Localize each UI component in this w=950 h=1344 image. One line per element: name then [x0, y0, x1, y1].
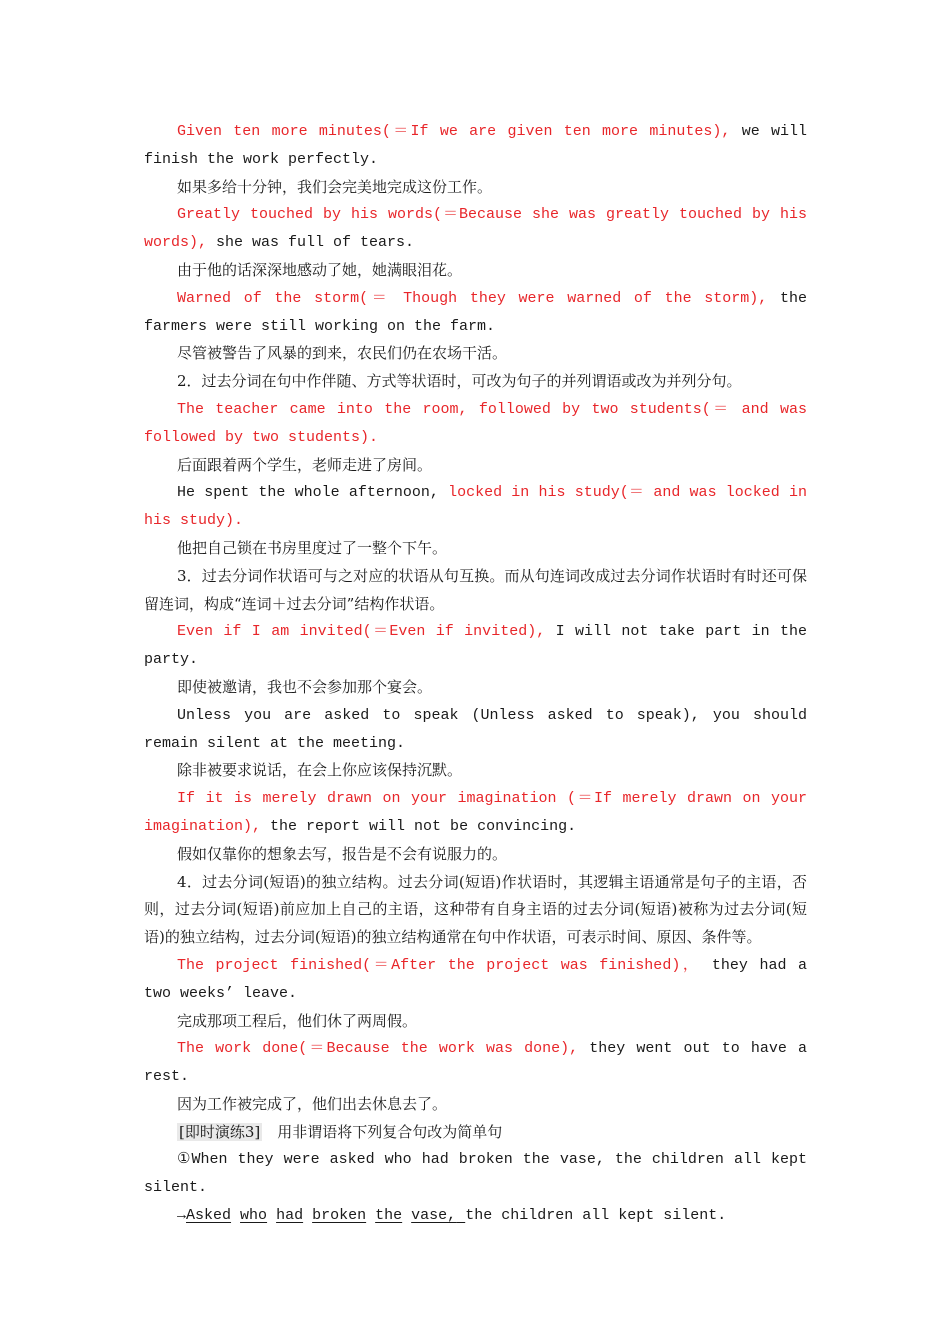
example-even-if [144, 618, 807, 674]
rule-3: 3．过去分词作状语可与之对应的状语从句互换。而从句连词改成过去分词作状语时有时还可保留连词，构成“连词＋过去分词”结构作状语。 [144, 566, 807, 613]
example-rest: they had a two weeks’ leave. [144, 956, 807, 1002]
example-rest: we will finish the work perfectly. [144, 123, 808, 168]
answer-space [231, 1207, 240, 1224]
arrow-icon: → [177, 1207, 187, 1225]
answer-word: broken [312, 1207, 367, 1225]
example-work-done [144, 1035, 807, 1091]
example-greatly [144, 201, 807, 257]
answer-space [303, 1207, 312, 1224]
translation: 完成那项工程后，他们休了两周假。 [177, 1011, 418, 1030]
red-example: Even if I am invited(＝Even if invited), [177, 623, 546, 641]
answer-word: Asked [186, 1207, 232, 1225]
example-teacher [144, 396, 807, 452]
translation: 除非被要求说话，在会上你应该保持沉默。 [177, 761, 463, 780]
example-rest: they went out to have a rest. [144, 1040, 807, 1086]
red-example: Given ten more minutes(＝If we are given ten more minutes), [177, 123, 731, 140]
translation: 他把自己锁在书房里度过了一整个下午。 [177, 538, 448, 557]
practice-heading [144, 1119, 807, 1147]
red-example: The teacher came into the room, followed by two students(＝ and was followed by two students). [144, 400, 807, 446]
translation: 尽管被警告了风暴的到来，农民们仍在农场干活。 [177, 344, 508, 363]
rule-4: 4．过去分词(短语)的独立结构。过去分词(短语)作状语时，其逻辑主语通常是句子的主语，否则，过去分词(短语)前应加上自己的主语，这种带有自身主语的过去分词(短语)被称为过去分词(短语)的独立结构，过去分词(短语)的独立结构通常在句中作状语，可表示时间、原因、条件等。 [144, 872, 807, 947]
example-rest: I will not take part in the party. [144, 623, 807, 669]
rule-2: 2．过去分词在句中作伴随、方式等状语时，可改为句子的并列谓语或改为并列分句。 [177, 372, 742, 391]
translation: 由于他的话深深地感动了她，她满眼泪花。 [177, 260, 463, 279]
example-pre: He spent the whole afternoon, [177, 484, 449, 502]
practice-tag: [即时演练3] [179, 1122, 261, 1141]
example-rest: she was full of tears. [207, 234, 415, 252]
red-example: The project finished(＝After the project was finished)， [177, 956, 701, 974]
example-spent [144, 479, 807, 535]
document-page [144, 118, 807, 1230]
example-if-merely [144, 785, 807, 841]
translation: 即使被邀请，我也不会参加那个宴会。 [177, 677, 433, 696]
translation: 因为工作被完成了，他们出去休息去了。 [177, 1094, 448, 1113]
answer-space [267, 1207, 276, 1224]
answer-space [402, 1207, 411, 1224]
red-example: If it is merely drawn on your imagination (＝If merely drawn on your imagination), [144, 790, 807, 835]
answer-word: the [375, 1207, 403, 1225]
translation: 后面跟着两个学生，老师走进了房间。 [177, 455, 433, 474]
example-rest: the report will not be convincing. [261, 817, 577, 835]
red-example: locked in his study(＝ and was locked in his study). [144, 484, 807, 530]
example-rest: the farmers were still working on the farm. [144, 289, 807, 335]
translation: 假如仅靠你的想象去写，报告是不会有说服力的。 [177, 844, 508, 863]
answer-space [366, 1207, 375, 1224]
example-given [144, 118, 807, 174]
answer-blank [456, 1207, 465, 1224]
translation: 如果多给十分钟，我们会完美地完成这份工作。 [177, 177, 493, 196]
answer-word: who [240, 1207, 268, 1225]
example-unless: Unless you are asked to speak (Unless asked to speak), you should remain silent at the meeting. [144, 706, 807, 752]
practice-instruction: 用非谓语将下列复合句改为简单句 [262, 1122, 503, 1141]
practice-answer [144, 1202, 807, 1230]
answer-rest: the children all kept silent. [465, 1207, 727, 1225]
example-warned [144, 285, 807, 341]
red-example: Greatly touched by his words(＝Because she was greatly touched by his words), [144, 206, 807, 252]
answer-word: vase, [411, 1207, 457, 1225]
answer-word: had [276, 1207, 304, 1225]
example-project [144, 952, 807, 1008]
red-example: Warned of the storm(＝ Though they were warned of the storm), [177, 289, 768, 307]
red-example: The work done(＝Because the work was done), [177, 1040, 579, 1058]
practice-question: ①When they were asked who had broken the vase, the children all kept silent. [144, 1151, 807, 1197]
